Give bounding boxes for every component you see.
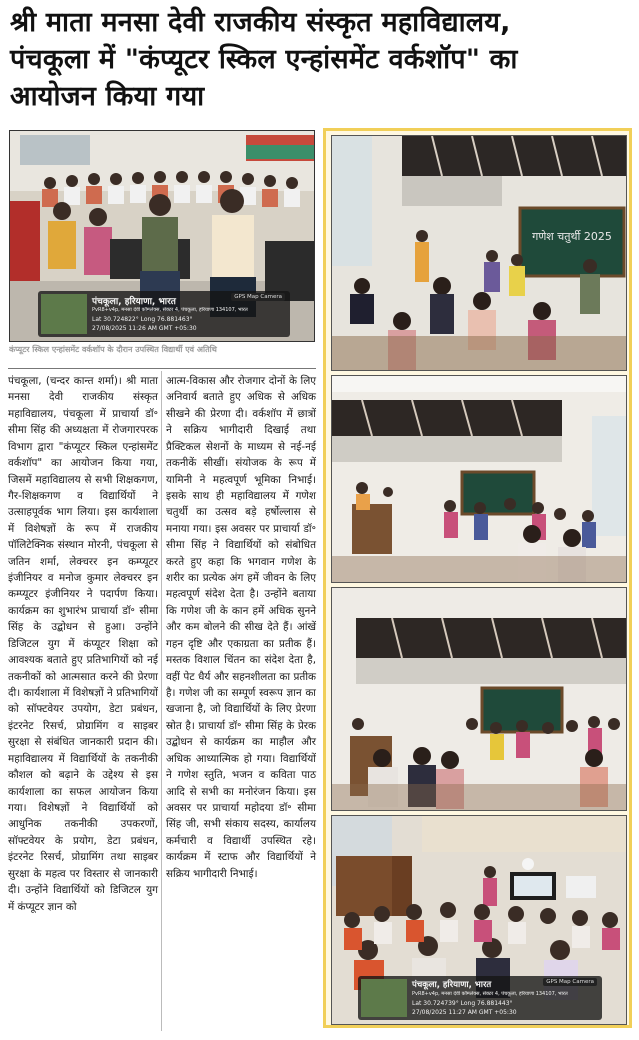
gps-address: PvR8+v4p, मनसा देवी कॉम्प्लेक्स, सेक्टर 4, पंचकूला, हरियाणा 134107, भारत — [92, 307, 248, 313]
classroom-scene-1 — [332, 136, 626, 370]
classroom-photo-1 — [331, 135, 627, 371]
headline-line-1: श्री माता मनसा देवी राजकीय संस्कृत महाविद्यालय, — [10, 7, 511, 38]
gps-stamp-bottom — [358, 976, 602, 1020]
classroom-photo-3 — [331, 587, 627, 811]
gps-camera-tag: GPS Map Camera — [231, 293, 285, 301]
gps-place: पंचकूला, हरियाणा, भारत — [92, 297, 176, 307]
gps-datetime: 27/08/2025 11:26 AM GMT +05:30 — [92, 325, 197, 332]
classroom-scene-2 — [332, 376, 626, 582]
gps-datetime-bottom: 27/08/2025 11:27 AM GMT +05:30 — [412, 1009, 517, 1016]
classroom-photo-2 — [331, 375, 627, 583]
photo-collage — [323, 128, 632, 1028]
map-thumbnail — [41, 294, 87, 334]
gps-address-bottom: PvR8+v4p, मनसा देवी कॉम्प्लेक्स, सेक्टर 4, पंचकूला, हरियाणा 134107, भारत — [412, 991, 568, 997]
headline — [10, 4, 630, 115]
map-thumbnail-bottom — [361, 979, 407, 1017]
gps-coordinates-bottom: Lat 30.724739° Long 76.881443° — [412, 1000, 513, 1007]
article-body — [8, 368, 316, 1037]
headline-line-2: पंचकूला में "कंप्यूटर स्किल एन्हांसमेंट वर्कशॉप" का — [10, 44, 518, 75]
gps-place-bottom: पंचकूला, हरियाणा, भारत — [412, 980, 492, 990]
photo-caption: कंप्यूटर स्किल एन्हांसमेंट वर्कशॉप के दौरान उपस्थित विद्यार्थी एवं अतिथि — [9, 345, 217, 354]
workshop-audience-photo — [9, 130, 315, 342]
classroom-scene-3 — [332, 588, 626, 810]
article-column-2: आत्म-विकास और रोजगार दोनों के लिए अनिवार्य बताते हुए अधिक से अधिक सीखने की प्रेरणा दी। वर्कशॉप में छात्रों ने सक्रिय भागीदारी दिखाई तथा प्रैक्टिकल सेशनों के माध्यम से नई-नई तकनीकें सीखीं। संयोजक के रूप में यामिनी ने महत्वपूर्ण भूमिका निभाई। इसके साथ ही महाविद्यालय में गणेश चतुर्थी का उत्सव बड़े हर्षोल्लास से मनाया गया। इस अवसर पर प्राचार्या डॉ॰ सीमा सिंह ने विद्यार्थियों को संबोधित करते हुए कहा कि भगवान गणेश के शरीर का प्रत्येक अंग हमें जीवन के लिए महत्वपूर्ण संदेश देता है। उन्होंने बताया कि गणेश जी के कान हमें अधिक सुनने और कम बोलने की सीख देते हैं। आंखें गहन दृष्टि और एकाग्रता का प्रतीक हैं। मस्तक विशाल चिंतन का संदेश देता है, वहीं पेट धैर्य और सहनशीलता का प्रतीक है। गणेश जी का सम्पूर्ण स्वरूप ज्ञान का खजाना है, जो विद्यार्थियों के लिए प्रेरणा स्रोत है। प्राचार्या डॉ॰ सीमा सिंह के प्रेरक उद्बोधन से कार्यक्रम का माहौल और अधिक आध्यात्मिक हो गया। विद्यार्थियों ने गणेश स्तुति, भजन व कविता पाठ आदि से सभी का मनोरंजन किया। इस अवसर पर प्राचार्या महोदया डॉ॰ सीमा सिंह जी, सभी संकाय सदस्य, कार्यालय कर्मचारी व विद्यार्थी उपस्थित रहे। कार्यक्रम में स्टाफ और विद्यार्थियों ने सक्रिय भागीदारी निभाई। — [166, 375, 316, 880]
gps-stamp — [38, 291, 290, 337]
column-divider — [161, 371, 162, 1031]
computer-lab-photo — [331, 815, 627, 1025]
article-column-1: पंचकूला, (चन्दर कान्त शर्मा)। श्री माता मनसा देवी राजकीय संस्कृत महाविद्यालय, पंचकूला में प्राचार्या डॉ॰ सीमा सिंह की अध्यक्षता में रोजगारपरक विभाग द्वारा "कंप्यूटर स्किल एन्हांसमेंट वर्कशॉप" का आयोजन किया गया, जिसमें महाविद्यालय से सभी शिक्षकगण, गैर-शिक्षकगण व विद्यार्थियों ने उत्साहपूर्वक भाग लिया। इस कार्यशाला में विशेषज्ञों के रूप में राजकीय पॉलिटेक्निक संस्थान मोरनी, पंचकूला से जतिन शर्मा, लेक्चरर इन कम्प्यूटर इंजीनियर व मनोज कुमार लेक्चरर इन कम्प्यूटर इंजीनियर ने पदार्पण किया। कार्यक्रम का शुभारंभ प्राचार्या डॉ॰ सीमा सिंह के उद्बोधन से हुआ। उन्होंने डिजिटल युग में कंप्यूटर शिक्षा को आवश्यक बताते हुए प्रतिभागियों को नई तकनीकों को आत्मसात करने की प्रेरणा दी। कार्यशाला में विशेषज्ञों ने प्रतिभागियों को सॉफ्टवेयर उपयोग, डेटा प्रबंधन, इंटरनेट रिसर्च, प्रोग्रामिंग व साइबर सुरक्षा से संबंधित जानकारी प्रदान की। महाविद्यालय में विद्यार्थियों के तकनीकी कौशल को बढ़ाने के उद्देश्य से इस कार्यशाला का सफल आयोजन किया गया। विशेषज्ञों ने विद्यार्थियों को आधुनिक तकनीकी उपकरणों, सॉफ्टवेयर के प्रयोग, डेटा प्रबंधन, इंटरनेट रिसर्च, प्रोग्रामिंग तथा साइबर सुरक्षा के महत्व पर विस्तार से जानकारी दी। उन्होंने विद्यार्थियों को डिजिटल युग में कंप्यूटर ज्ञान को — [8, 375, 158, 913]
gps-coordinates: Lat 30.724822° Long 76.881463° — [92, 316, 193, 323]
gps-camera-tag-bottom: GPS Map Camera — [543, 978, 597, 986]
blackboard-text: गणेश चतुर्थी 2025 — [532, 230, 612, 243]
headline-line-3: आयोजन किया गया — [10, 81, 205, 112]
